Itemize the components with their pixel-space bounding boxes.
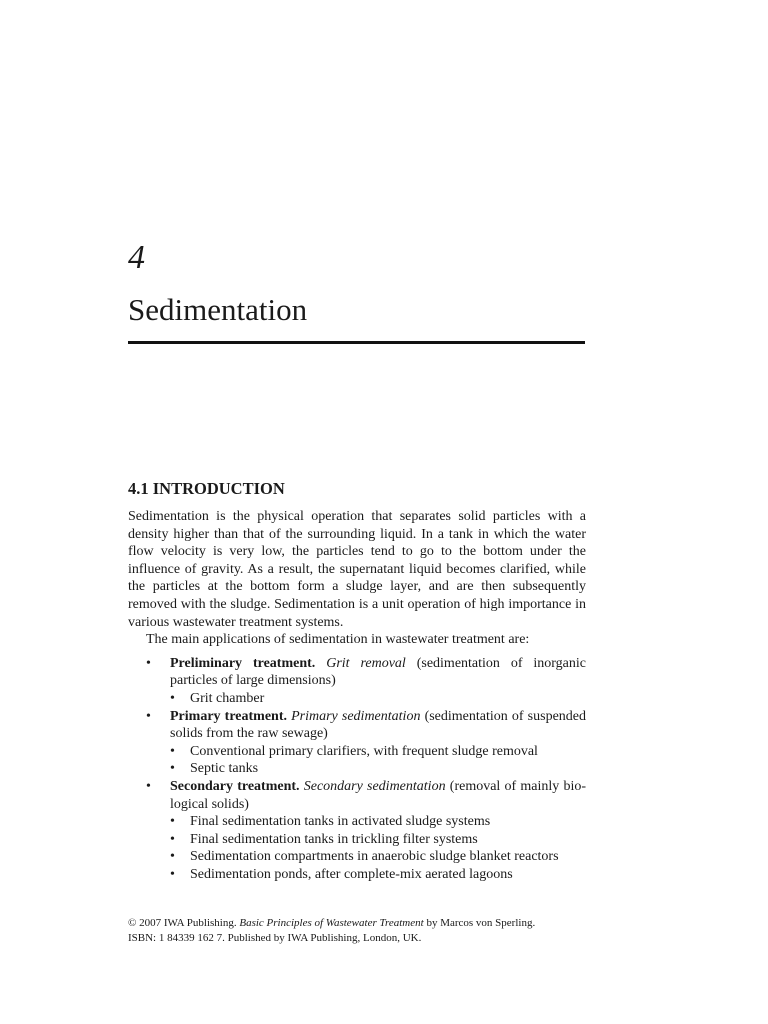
examples-list (170, 690, 586, 708)
application-description (170, 778, 586, 813)
label-separator: . (311, 655, 327, 671)
list-item (170, 743, 586, 761)
bullet-icon: • (170, 814, 175, 830)
application-detail: (sedimentation of suspended solids from the raw sewage) (170, 708, 587, 742)
section-body (128, 508, 586, 883)
application-description (170, 708, 586, 743)
application-process: Grit removal (326, 655, 406, 671)
label-separator: . (283, 708, 292, 724)
list-item (170, 848, 586, 866)
bullet-icon: • (170, 849, 175, 865)
list-item (128, 778, 586, 884)
intro-paragraph: Sedimentation is the physical operation that separates solid particles with a density higher than that of the surrounding liquid. In a tank in which the water flow velocity is very low, the particles tend to go to the bottom under the influence of gravity. As a result, the supernatant liquid becomes clarified, while the particles at the bottom form a sludge layer, and are then subsequently removed with the sludge. Sedimentation is a unit operation of high importance in various wastewater treatment systems. (128, 509, 586, 630)
list-item (128, 708, 586, 778)
application-label: Primary treatment (170, 708, 284, 724)
application-description (170, 655, 586, 690)
examples-list (170, 743, 586, 778)
page-footer (128, 916, 588, 946)
applications-list (128, 655, 586, 884)
list-item (170, 831, 586, 849)
example-text: Septic tanks (190, 761, 259, 777)
chapter-number: 4 (128, 239, 145, 276)
copyright-prefix: © 2007 IWA Publishing. (128, 917, 240, 929)
example-text: Sedimentation compartments in anaerobic sludge blanket reactors (190, 849, 559, 865)
example-text: Sedimentation ponds, after complete-mix aerated lagoons (190, 866, 513, 882)
isbn-line: ISBN: 1 84339 162 7. Published by IWA Publishing, London, UK. (128, 932, 422, 944)
application-label: Preliminary treatment (170, 655, 312, 671)
application-detail: (sedimentation of inorganic particles of large dimensions) (170, 655, 587, 689)
application-detail: (removal of mainly bio-logical solids) (170, 778, 587, 812)
application-process: Secondary sedimentation (303, 778, 446, 794)
bullet-icon: • (170, 761, 175, 777)
bullet-icon: • (170, 743, 175, 759)
bullet-icon: • (170, 690, 175, 706)
lead-paragraph: The main applications of sedimentation in wastewater treatment are: (146, 632, 530, 648)
chapter-title-rule (128, 341, 585, 344)
label-separator: . (296, 778, 304, 794)
example-text: Conventional primary clarifiers, with frequent sludge removal (190, 743, 538, 759)
copyright-line (128, 916, 588, 931)
application-label: Secondary treatment (170, 778, 297, 794)
list-item (170, 813, 586, 831)
bullet-icon: • (146, 655, 151, 671)
list-item (128, 655, 586, 708)
list-item (170, 760, 586, 778)
bullet-icon: • (146, 778, 151, 794)
book-title: Basic Principles of Wastewater Treatment (239, 917, 424, 929)
bullet-icon: • (146, 708, 151, 724)
author-text: by Marcos von Sperling. (423, 917, 536, 929)
example-text: Final sedimentation tanks in trickling filter systems (190, 831, 478, 847)
list-item (170, 690, 586, 708)
list-item (170, 866, 586, 884)
bullet-icon: • (170, 831, 175, 847)
example-text: Final sedimentation tanks in activated sludge systems (190, 814, 491, 830)
example-text: Grit chamber (190, 690, 265, 706)
bullet-icon: • (170, 866, 175, 882)
section-heading: 4.1 INTRODUCTION (128, 479, 285, 498)
chapter-title: Sedimentation (128, 292, 308, 327)
application-process: Primary sedimentation (291, 708, 421, 724)
examples-list (170, 813, 586, 883)
